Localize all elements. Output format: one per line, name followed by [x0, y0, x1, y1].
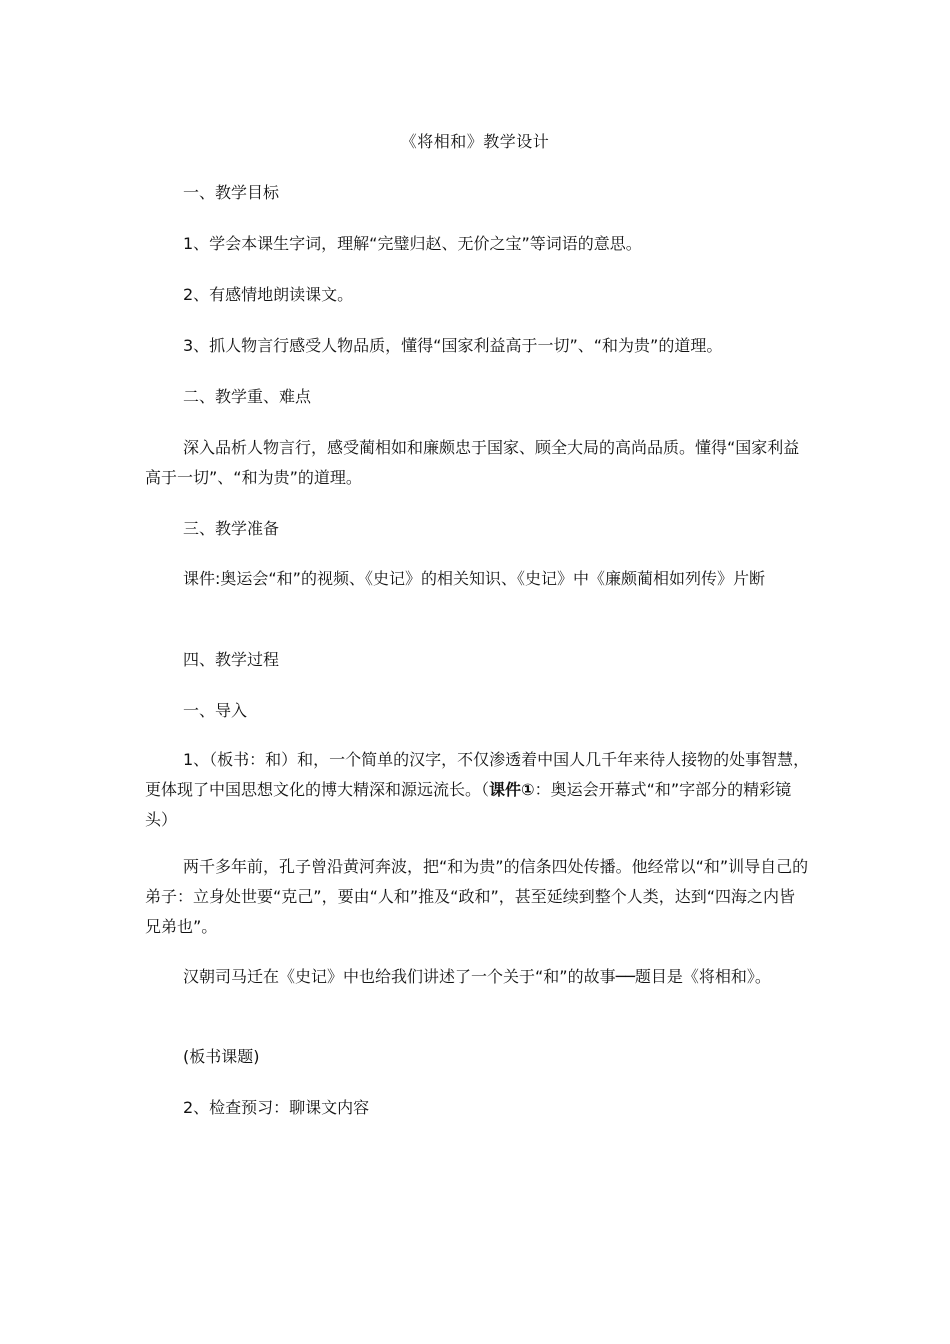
intro-paragraph-2: 两千多年前，孔子曾沿黄河奔波，把“和为贵”的信条四处传播。他经常以“和”训导自己的弟子：立身处世要“克己”，要由“人和”推及“政和”，甚至延续到整个人类，达到“四海之内皆兄弟也”。 — [145, 857, 809, 936]
subsection-heading-intro: 一、导入 — [183, 701, 248, 720]
objective-item-3: 3、抓人物言行感受人物品质，懂得“国家利益高于一切”、“和为贵”的道理。 — [183, 336, 723, 355]
objective-item-2: 2、有感情地朗读课文。 — [183, 285, 354, 304]
objective-item-1: 1、学会本课生字词，理解“完璧归赵、无价之宝”等词语的意思。 — [183, 234, 642, 253]
intro-paragraph-3: 汉朝司马迁在《史记》中也给我们讲述了一个关于“和”的故事──题目是《将相和》。 — [183, 967, 771, 986]
preparation-paragraph: 课件:奥运会“和”的视频、《史记》的相关知识、《史记》中《廉颇蔺相如列传》片断 — [183, 569, 765, 588]
board-title-note: (板书课题) — [183, 1047, 260, 1066]
section-heading-process: 四、教学过程 — [183, 650, 280, 669]
section-heading-key-points: 二、教学重、难点 — [183, 387, 312, 406]
section-heading-preparation: 三、教学准备 — [183, 519, 280, 538]
section-heading-objectives: 一、教学目标 — [183, 183, 280, 202]
intro-text-part-2: ：奥运会开幕式“和”字部分的精彩镜头） — [145, 780, 792, 829]
key-points-paragraph: 深入品析人物言行，感受蔺相如和廉颇忠于国家、顾全大局的高尚品质。懂得“国家利益高于一切”、“和为贵”的道理。 — [145, 438, 800, 487]
intro-text-part-1: 1、（板书：和）和，一个简单的汉字，不仅渗透着中国人几千年来待人接物的处事智慧，更体现了中国思想文化的博大精深和源远流长。（ — [145, 750, 810, 799]
intro-paragraph-1 — [145, 745, 810, 835]
document-title: 《将相和》教学设计 — [400, 132, 550, 151]
preview-check-item: 2、检查预习：聊课文内容 — [183, 1098, 370, 1117]
courseware-label: 课件① — [489, 780, 535, 799]
